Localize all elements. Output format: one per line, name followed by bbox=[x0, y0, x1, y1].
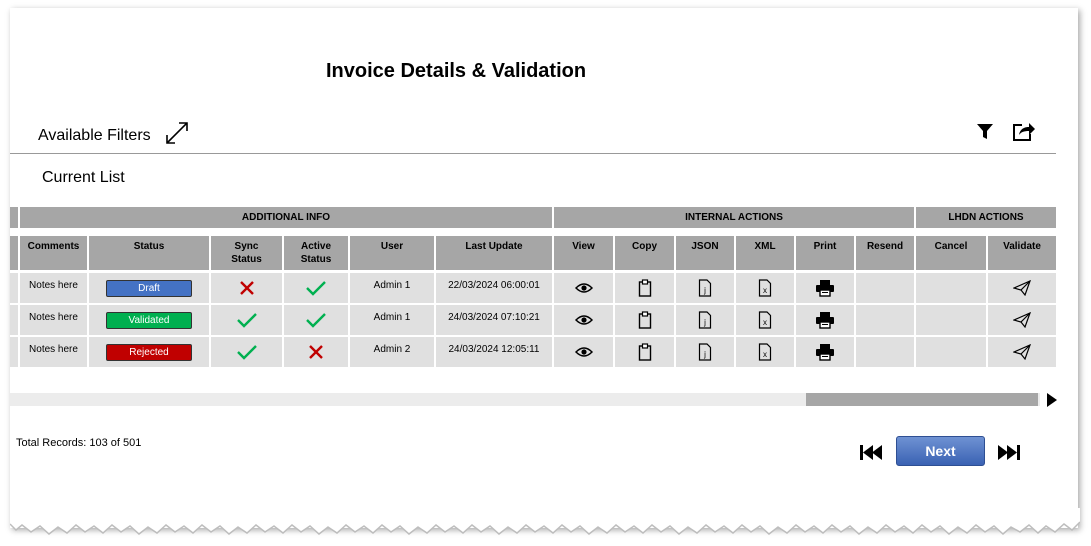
svg-text:j: j bbox=[704, 286, 706, 295]
copy-clipboard-icon[interactable] bbox=[615, 305, 674, 335]
column-header-active-status[interactable]: Active Status bbox=[284, 236, 348, 270]
status-cell bbox=[89, 273, 209, 303]
active-check-icon bbox=[284, 305, 348, 335]
cancel-cell[interactable] bbox=[916, 337, 986, 367]
column-header-edge bbox=[10, 236, 18, 270]
torn-edge-decoration bbox=[10, 508, 1080, 546]
xml-file-icon[interactable] bbox=[736, 273, 794, 303]
active-cross-icon bbox=[284, 337, 348, 367]
comments-cell: Notes here bbox=[20, 337, 87, 367]
resend-cell[interactable] bbox=[856, 337, 914, 367]
cancel-cell[interactable] bbox=[916, 305, 986, 335]
column-header-json: JSON bbox=[676, 236, 734, 270]
funnel-icon[interactable] bbox=[976, 122, 994, 140]
column-header-resend: Resend bbox=[856, 236, 914, 270]
group-header-internal-actions: INTERNAL ACTIONS bbox=[554, 207, 914, 228]
user-cell: Admin 1 bbox=[350, 273, 434, 303]
svg-text:x: x bbox=[763, 318, 767, 327]
group-header-lhdn-actions: LHDN ACTIONS bbox=[916, 207, 1056, 228]
status-cell bbox=[89, 337, 209, 367]
cancel-cell[interactable] bbox=[916, 273, 986, 303]
status-badge: Draft bbox=[106, 280, 192, 297]
print-printer-icon[interactable] bbox=[796, 305, 854, 335]
json-file-icon[interactable] bbox=[676, 305, 734, 335]
svg-text:x: x bbox=[763, 286, 767, 295]
share-export-icon[interactable] bbox=[1012, 120, 1036, 142]
horizontal-scrollbar-thumb[interactable] bbox=[806, 393, 1038, 406]
view-eye-icon[interactable] bbox=[554, 273, 613, 303]
status-badge: Validated bbox=[106, 312, 192, 329]
resend-cell[interactable] bbox=[856, 305, 914, 335]
validate-send-icon[interactable] bbox=[988, 305, 1056, 335]
filters-divider bbox=[10, 153, 1056, 154]
sync-check-icon bbox=[211, 337, 282, 367]
last-update-cell: 24/03/2024 12:05:11 bbox=[436, 337, 552, 367]
svg-text:j: j bbox=[704, 350, 706, 359]
skip-last-icon[interactable] bbox=[997, 444, 1021, 461]
status-cell bbox=[89, 305, 209, 335]
column-header-user[interactable]: User bbox=[350, 236, 434, 270]
total-records-text: Total Records: 103 of 501 bbox=[16, 437, 142, 449]
print-printer-icon[interactable] bbox=[796, 273, 854, 303]
user-cell: Admin 2 bbox=[350, 337, 434, 367]
scroll-right-arrow-icon[interactable] bbox=[1046, 392, 1058, 408]
column-header-status[interactable]: Status bbox=[89, 236, 209, 270]
row-edge bbox=[10, 337, 18, 367]
column-header-comments[interactable]: Comments bbox=[20, 236, 87, 270]
column-header-validate: Validate bbox=[988, 236, 1056, 270]
view-eye-icon[interactable] bbox=[554, 305, 613, 335]
status-badge: Rejected bbox=[106, 344, 192, 361]
page-title: Invoice Details & Validation bbox=[326, 60, 587, 82]
validate-send-icon[interactable] bbox=[988, 273, 1056, 303]
xml-file-icon[interactable] bbox=[736, 305, 794, 335]
user-cell: Admin 1 bbox=[350, 305, 434, 335]
column-header-sync-status[interactable]: Sync Status bbox=[211, 236, 282, 270]
sync-cross-icon bbox=[211, 273, 282, 303]
active-check-icon bbox=[284, 273, 348, 303]
skip-first-icon[interactable] bbox=[859, 444, 883, 461]
available-filters-label[interactable]: Available Filters bbox=[38, 127, 151, 144]
resend-cell[interactable] bbox=[856, 273, 914, 303]
last-update-cell: 24/03/2024 07:10:21 bbox=[436, 305, 552, 335]
validate-send-icon[interactable] bbox=[988, 337, 1056, 367]
json-file-icon[interactable] bbox=[676, 273, 734, 303]
xml-file-icon[interactable] bbox=[736, 337, 794, 367]
group-header-left-edge bbox=[10, 207, 18, 228]
svg-text:x: x bbox=[763, 350, 767, 359]
svg-text:j: j bbox=[704, 318, 706, 327]
column-header-cancel: Cancel bbox=[916, 236, 986, 270]
column-header-print: Print bbox=[796, 236, 854, 270]
print-printer-icon[interactable] bbox=[796, 337, 854, 367]
column-header-copy: Copy bbox=[615, 236, 674, 270]
last-update-cell: 22/03/2024 06:00:01 bbox=[436, 273, 552, 303]
copy-clipboard-icon[interactable] bbox=[615, 273, 674, 303]
comments-cell: Notes here bbox=[20, 273, 87, 303]
column-header-xml: XML bbox=[736, 236, 794, 270]
column-header-last-update[interactable]: Last Update bbox=[436, 236, 552, 270]
view-eye-icon[interactable] bbox=[554, 337, 613, 367]
copy-clipboard-icon[interactable] bbox=[615, 337, 674, 367]
row-edge bbox=[10, 305, 18, 335]
column-header-view: View bbox=[554, 236, 613, 270]
group-header-additional-info: ADDITIONAL INFO bbox=[20, 207, 552, 228]
current-list-label: Current List bbox=[42, 169, 125, 186]
expand-arrows-icon[interactable] bbox=[164, 120, 190, 146]
next-page-button[interactable]: Next bbox=[896, 436, 985, 466]
comments-cell: Notes here bbox=[20, 305, 87, 335]
json-file-icon[interactable] bbox=[676, 337, 734, 367]
row-edge bbox=[10, 273, 18, 303]
sync-check-icon bbox=[211, 305, 282, 335]
